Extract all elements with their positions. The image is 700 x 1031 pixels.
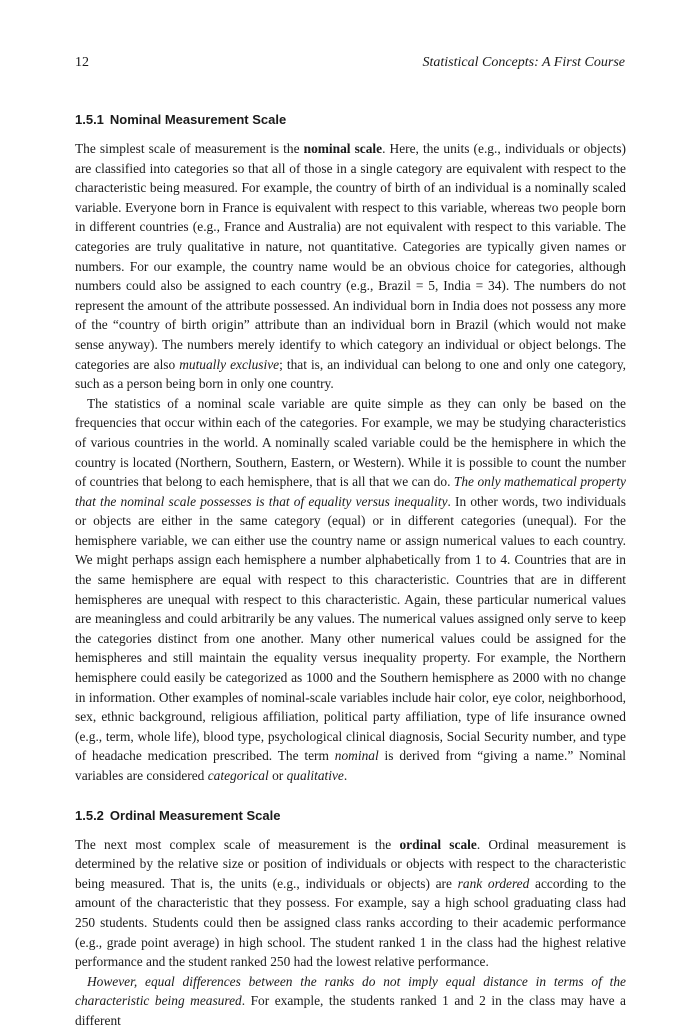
text-run: The next most complex scale of measurement is the: [75, 836, 400, 852]
italic-text: qualitative: [286, 768, 344, 783]
section-number: 1.5.2: [75, 807, 104, 823]
text-run: is derived from “giving a name.” Nominal variables are considered: [75, 748, 627, 783]
italic-text: nominal: [334, 748, 379, 764]
italic-text: rank ordered: [457, 875, 530, 891]
section-title: Ordinal Measurement Scale: [109, 807, 281, 823]
paragraph: [75, 835, 626, 972]
section-title: Nominal Measurement Scale: [109, 112, 287, 127]
italic-text: mutually exclusive: [179, 356, 280, 372]
italic-text: The only mathematical property that the nominal scale possesses is that of equality versus inequality: [75, 474, 626, 509]
paragraph: [75, 394, 626, 786]
text-run: . In other words, two individuals or objects are either in the same category (equal) or in different categories (unequal). For the hemisphere variable, we can either use the country name or assign numerical values to each country. We might perhaps assign each hemisphere a number alphabetically from 1 to 4. Countries that are in the same hemisphere are equal with respect to this characteristic. Countries that are in different hemispheres are unequal with respect to this characteristic. Again, these particular numerical values are meaningless and could arbitrarily be any values. The numerical values assigned only serve to keep the categories distinct from one another. Many other numerical values could be assigned for the hemispheres and still maintain the equality versus inequality property. For example, the Northern hemisphere could easily be categorized as 1000 and the Southern hemisphere as 2000 with no change in information. Other examples of nominal-scale variables include hair color, eye color, neighborhood, sex, ethnic background, religious affiliation, political party affiliation, type of life insurance owned (e.g., term, whole life), blood type, psychological clinical diagnosis, Social Security number, and type of headache medication prescribed. The term: [75, 493, 627, 764]
text-run: The statistics of a nominal scale variable are quite simple as they can only be based on the frequencies that occur within each of the categories. For example, we may be studying characteristics of various countries in the world. A nominally scaled variable could be the hemisphere in which the country is located (Northern, Southern, Eastern, or Western). While it is possible to count the number of countries that belong to each hemisphere, that is all that we can do.: [75, 395, 626, 490]
paragraph: [75, 139, 626, 394]
section-gap: [75, 786, 626, 808]
text-run: according to the amount of the characteristic that they possess. For example, say a high school graduating class had 250 students. Students could then be assigned class ranks according to their academic performance (e.g., grade point average) in high school. The student ranked 1 in the class had the highest relative performance and the student ranked 250 had the lowest relative performance.: [75, 875, 627, 970]
running-head: [75, 55, 625, 71]
section-heading-nominal: [75, 112, 626, 127]
text-run: The simplest scale of measurement is the: [75, 141, 304, 156]
bold-term: ordinal scale: [399, 836, 477, 852]
section-heading-ordinal: [75, 808, 626, 823]
paragraph: [75, 972, 626, 1031]
text-run: .: [343, 768, 348, 783]
text-run: or: [268, 768, 287, 783]
italic-text: However, equal differences between the ranks do not imply equal distance in terms of the characteristic being measured: [75, 973, 626, 1009]
text-run: . Ordinal measurement is determined by the relative size or position of individuals or objects with respect to the characteristic being measured. That is, the units (e.g., individuals or objects) are: [75, 836, 627, 891]
italic-text: categorical: [207, 768, 269, 783]
text-run: ; that is, an individual can belong to one and only one category, such as a person being born in only one country.: [75, 356, 627, 392]
section-number: 1.5.1: [75, 112, 104, 127]
page-number: 12: [75, 55, 89, 70]
book-title: Statistical Concepts: A First Course: [422, 55, 625, 70]
text-run: . Here, the units (e.g., individuals or objects) are classified into categories so that all of those in a single category are equivalent with respect to the characteristic being measured. For example, the country of birth of an individual is a nominally scaled variable. Everyone born in France is equivalent with respect to this variable, whereas two people born in different countries (e.g., France and Australia) are not equivalent with respect to this variable. The categories are truly qualitative in nature, not quantitative. Categories are typically given names or numbers. For our example, the country name would be an obvious choice for categories, although numbers could also be assigned to each country (e.g., Brazil = 5, India = 34). The numbers do not represent the amount of the attribute possessed. An individual born in India does not possess any more of the “country of birth origin” attribute than an individual born in Brazil (which would not make sense anyway). The numbers merely identify to which category an individual or object belongs. The categories are also: [75, 141, 626, 372]
page-content: [75, 112, 626, 1031]
text-run: . For example, the students ranked 1 and 2 in the class may have a different: [75, 993, 626, 1028]
bold-term: nominal scale: [303, 141, 383, 156]
